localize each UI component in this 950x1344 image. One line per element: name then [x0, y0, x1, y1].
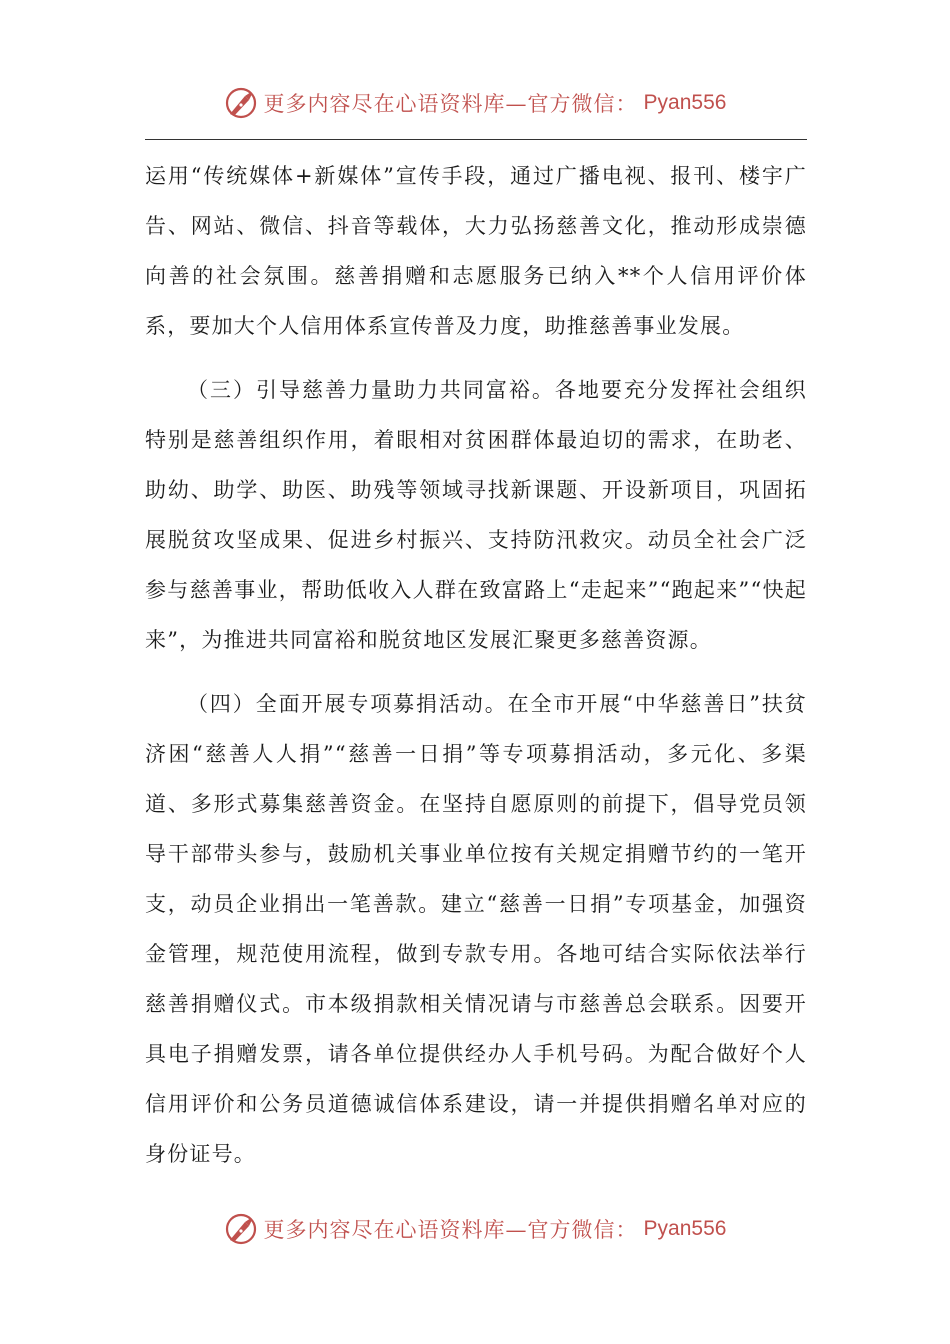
footer-watermark: [0, 1212, 950, 1246]
watermark-handle: Pyan556: [643, 91, 727, 114]
document-body: [145, 151, 807, 1179]
watermark-text: 更多内容尽在心语资料库—官方微信：: [263, 1218, 638, 1242]
paragraph-common-prosperity: （三）引导慈善力量助力共同富裕。各地要充分发挥社会组织特别是慈善组织作用，着眼相对贫困群体最迫切的需求，在助老、助幼、助学、助医、助残等领域寻找新课题、开设新项目，巩固拓展脱贫攻坚成果、促进乡村振兴、支持防汛救灾。动员全社会广泛参与慈善事业，帮助低收入人群在致富路上“走起来”“跑起来”“快起来”，为推进共同富裕和脱贫地区发展汇聚更多慈善资源。: [145, 378, 807, 652]
paragraph-publicity: 运用“传统媒体+新媒体”宣传手段，通过广播电视、报刊、楼宇广告、网站、微信、抖音等载体，大力弘扬慈善文化，推动形成崇德向善的社会氛围。慈善捐赠和志愿服务已纳入**个人信用评价体系，要加大个人信用体系宣传普及力度，助推慈善事业发展。: [145, 164, 807, 338]
header-divider: [145, 139, 807, 140]
watermark-handle: Pyan556: [643, 1217, 727, 1240]
pen-nib-logo-icon: [224, 1212, 258, 1246]
pen-nib-logo-icon: [224, 86, 258, 120]
watermark-text: 更多内容尽在心语资料库—官方微信：: [263, 92, 638, 116]
header-watermark: [0, 86, 950, 120]
paragraph-fundraising: （四）全面开展专项募捐活动。在全市开展“中华慈善日”扶贫济困“慈善人人捐”“慈善一日捐”等专项募捐活动，多元化、多渠道、多形式募集慈善资金。在坚持自愿原则的前提下，倡导党员领导干部带头参与，鼓励机关事业单位按有关规定捐赠节约的一笔开支，动员企业捐出一笔善款。建立“慈善一日捐”专项基金，加强资金管理，规范使用流程，做到专款专用。各地可结合实际依法举行慈善捐赠仪式。市本级捐款相关情况请与市慈善总会联系。因要开具电子捐赠发票，请各单位提供经办人手机号码。为配合做好个人信用评价和公务员道德诚信体系建设，请一并提供捐赠名单对应的身份证号。: [145, 692, 807, 1166]
